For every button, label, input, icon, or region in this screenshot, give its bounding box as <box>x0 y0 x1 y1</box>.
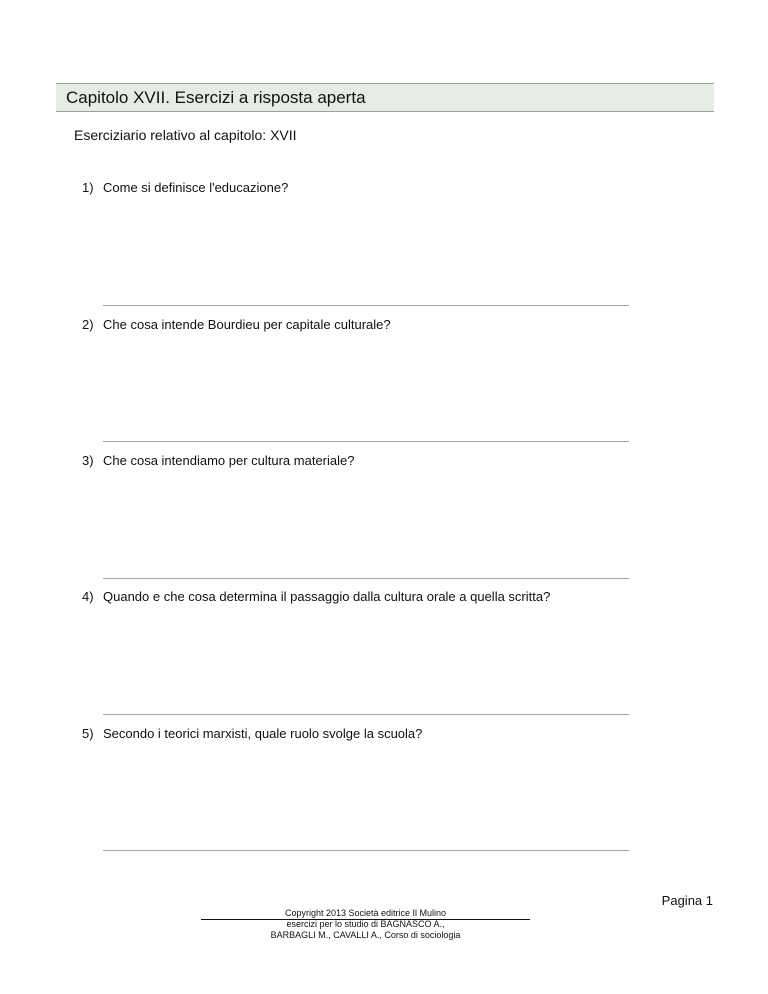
question-text: Come si definisce l'educazione? <box>103 180 289 195</box>
answer-line-5[interactable] <box>103 850 629 851</box>
question-text: Che cosa intende Bourdieu per capitale culturale? <box>103 317 391 332</box>
answer-line-2[interactable] <box>103 441 629 442</box>
page-number: Pagina 1 <box>661 893 713 908</box>
chapter-header <box>56 83 714 112</box>
exercise-subtitle: Eserciziario relativo al capitolo: XVII <box>74 127 297 143</box>
footer-copyright: Copyright 2013 Società editrice Il Mulino <box>284 908 447 918</box>
question-number: 5) <box>82 726 94 741</box>
question-5 <box>82 726 422 742</box>
question-number: 3) <box>82 453 94 468</box>
question-4 <box>82 589 550 605</box>
answer-line-3[interactable] <box>103 578 629 579</box>
question-number: 2) <box>82 317 94 332</box>
question-text: Che cosa intendiamo per cultura materiale? <box>103 453 355 468</box>
footer-divider <box>201 919 530 920</box>
answer-line-1[interactable] <box>103 305 629 306</box>
question-2 <box>82 317 391 333</box>
question-number: 1) <box>82 180 94 195</box>
question-3 <box>82 453 354 469</box>
chapter-title: Capitolo XVII. Esercizi a risposta aperta <box>66 88 366 107</box>
question-number: 4) <box>82 589 94 604</box>
question-1 <box>82 180 288 196</box>
question-text: Quando e che cosa determina il passaggio dalla cultura orale a quella scritta? <box>103 589 551 604</box>
footer-book-line-1: esercizi per lo studio di BAGNASCO A., <box>286 919 445 929</box>
question-text: Secondo i teorici marxisti, quale ruolo svolge la scuola? <box>103 726 423 741</box>
answer-line-4[interactable] <box>103 714 629 715</box>
footer-book-line-2: BARBAGLI M., CAVALLI A., Corso di sociologia <box>270 930 461 940</box>
copyright-footer <box>201 908 530 941</box>
